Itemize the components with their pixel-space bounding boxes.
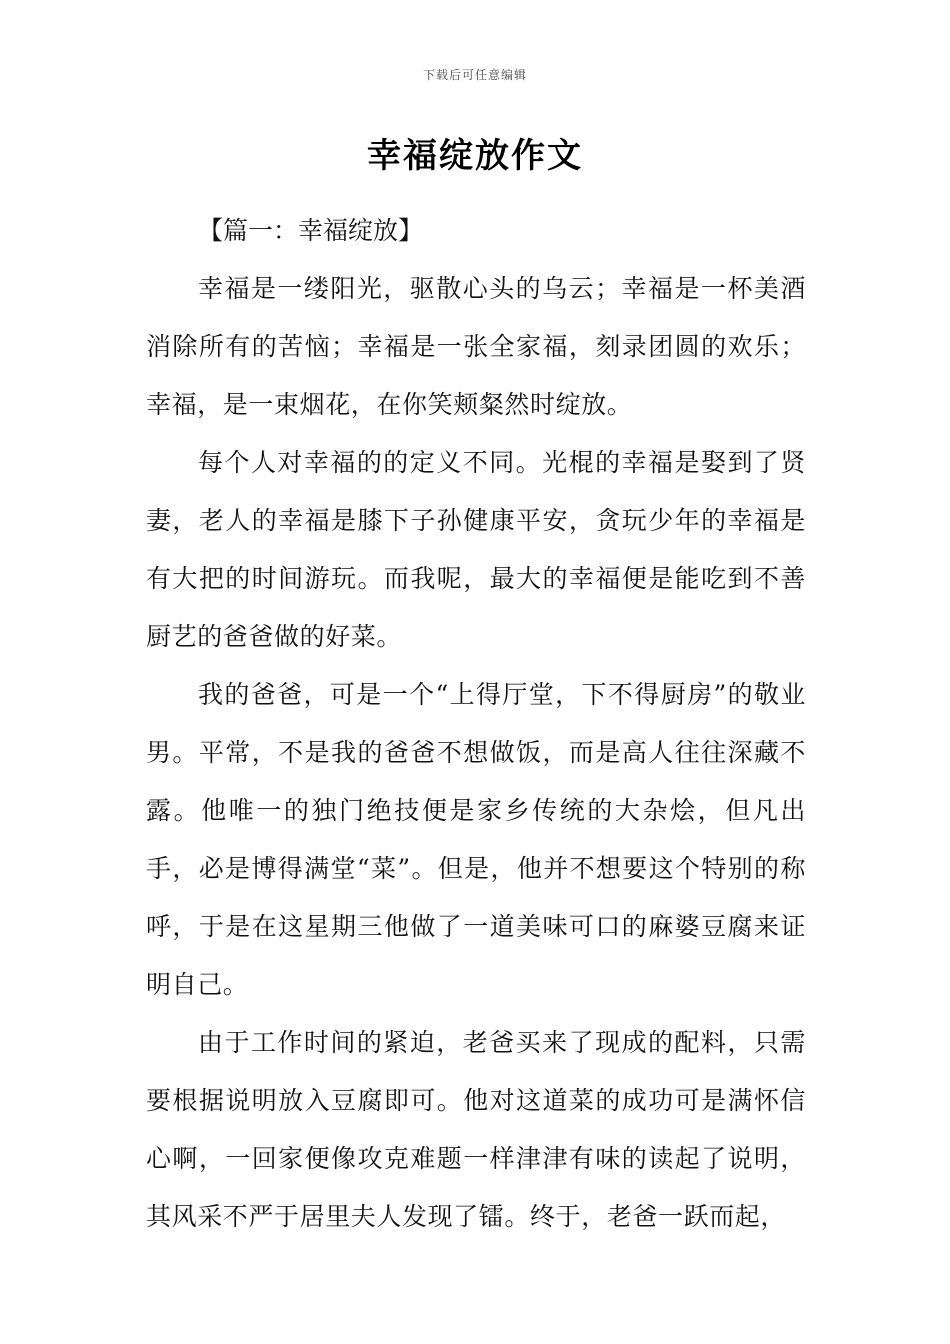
paragraph-4: 由于工作时间的紧迫，老爸买来了现成的配料，只需要根据说明放入豆腐即可。他对这道菜的成功可是满怀信心啊，一回家便像攻克难题一样津津有味的读起了说明，其风采不严于居里夫人发现了镭。终于，老爸一跃而起， (146, 1028, 806, 1231)
paragraph-3: 我的爸爸，可是一个“上得厅堂，下不得厨房”的敬业男。平常，不是我的爸爸不想做饭，而是高人往往深藏不露。他唯一的独门绝技便是家乡传统的大杂烩，但凡出手，必是博得满堂“菜”。但是，他并不想要这个特别的称呼，于是在这星期三他做了一道美味可口的麻婆豆腐来证明自己。 (146, 680, 806, 999)
header-note: 下载后可任意编辑 (422, 68, 527, 82)
paragraph-1: 幸福是一缕阳光，驱散心头的乌云；幸福是一杯美酒消除所有的苦恼；幸福是一张全家福，刻录团圆的欢乐；幸福，是一束烟花，在你笑颊粲然时绽放。 (146, 274, 806, 419)
paragraph-2: 每个人对幸福的的定义不同。光棍的幸福是娶到了贤妻，老人的幸福是膝下子孙健康平安，贪玩少年的幸福是有大把的时间游玩。而我呢，最大的幸福便是能吃到不善厨艺的爸爸做的好菜。 (146, 448, 806, 651)
section-heading: 【篇一：幸福绽放】 (198, 216, 424, 245)
document-body (146, 202, 806, 1246)
document-title: 幸福绽放作文 (367, 136, 583, 176)
